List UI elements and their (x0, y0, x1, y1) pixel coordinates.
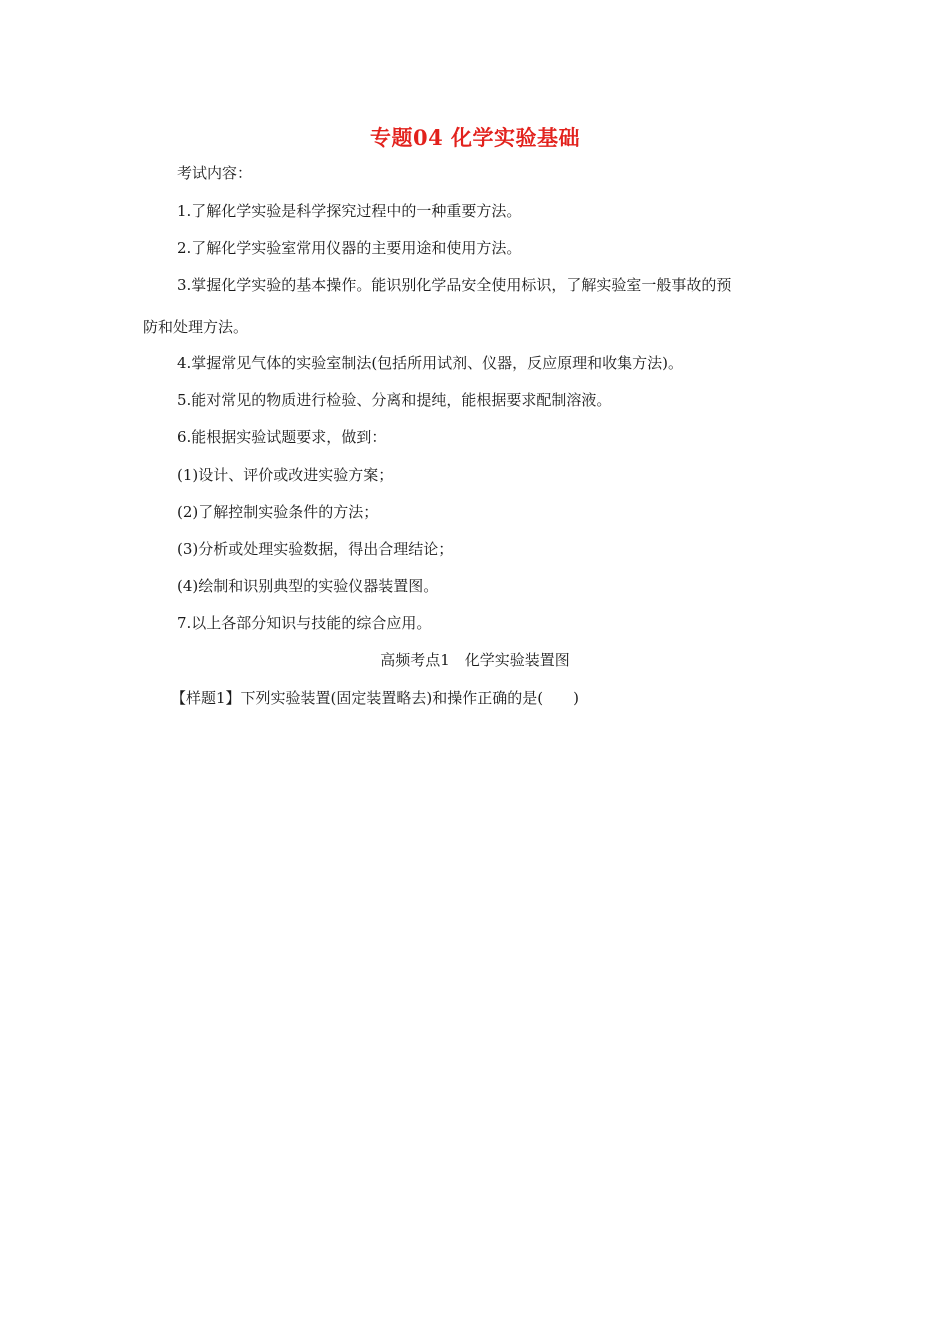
page-title: 专题04 化学实验基础 (369, 125, 581, 150)
list-item-4: 4.掌握常见气体的实验室制法(包括所用试剂、仪器，反应原理和收集方法)。 (177, 354, 684, 372)
list-item-3: 3.掌握化学实验的基本操作。能识别化学品安全使用标识，了解实验室一般事故的预 (177, 276, 732, 294)
list-item-1: 1.了解化学实验是科学探究过程中的一种重要方法。 (177, 202, 522, 220)
list-item-3-continued: 防和处理方法。 (143, 318, 249, 336)
sub-item-4: (4)绘制和识别典型的实验仪器装置图。 (177, 577, 439, 595)
sub-item-1: (1)设计、评价或改进实验方案； (177, 466, 394, 484)
sub-item-2: (2)了解控制实验条件的方法； (177, 503, 379, 521)
list-item-2: 2.了解化学实验室常用仪器的主要用途和使用方法。 (177, 239, 522, 257)
list-item-6: 6.能根据实验试题要求，做到： (177, 428, 387, 446)
example-question: 【样题1】下列实验装置(固定装置略去)和操作正确的是( ) (171, 689, 579, 707)
section-heading: 高频考点1 化学实验装置图 (380, 651, 570, 669)
sub-item-3: (3)分析或处理实验数据，得出合理结论； (177, 540, 454, 558)
list-item-5: 5.能对常见的物质进行检验、分离和提纯，能根据要求配制溶液。 (177, 391, 612, 409)
exam-content-label: 考试内容： (177, 164, 253, 182)
list-item-7: 7.以上各部分知识与技能的综合应用。 (177, 614, 432, 632)
